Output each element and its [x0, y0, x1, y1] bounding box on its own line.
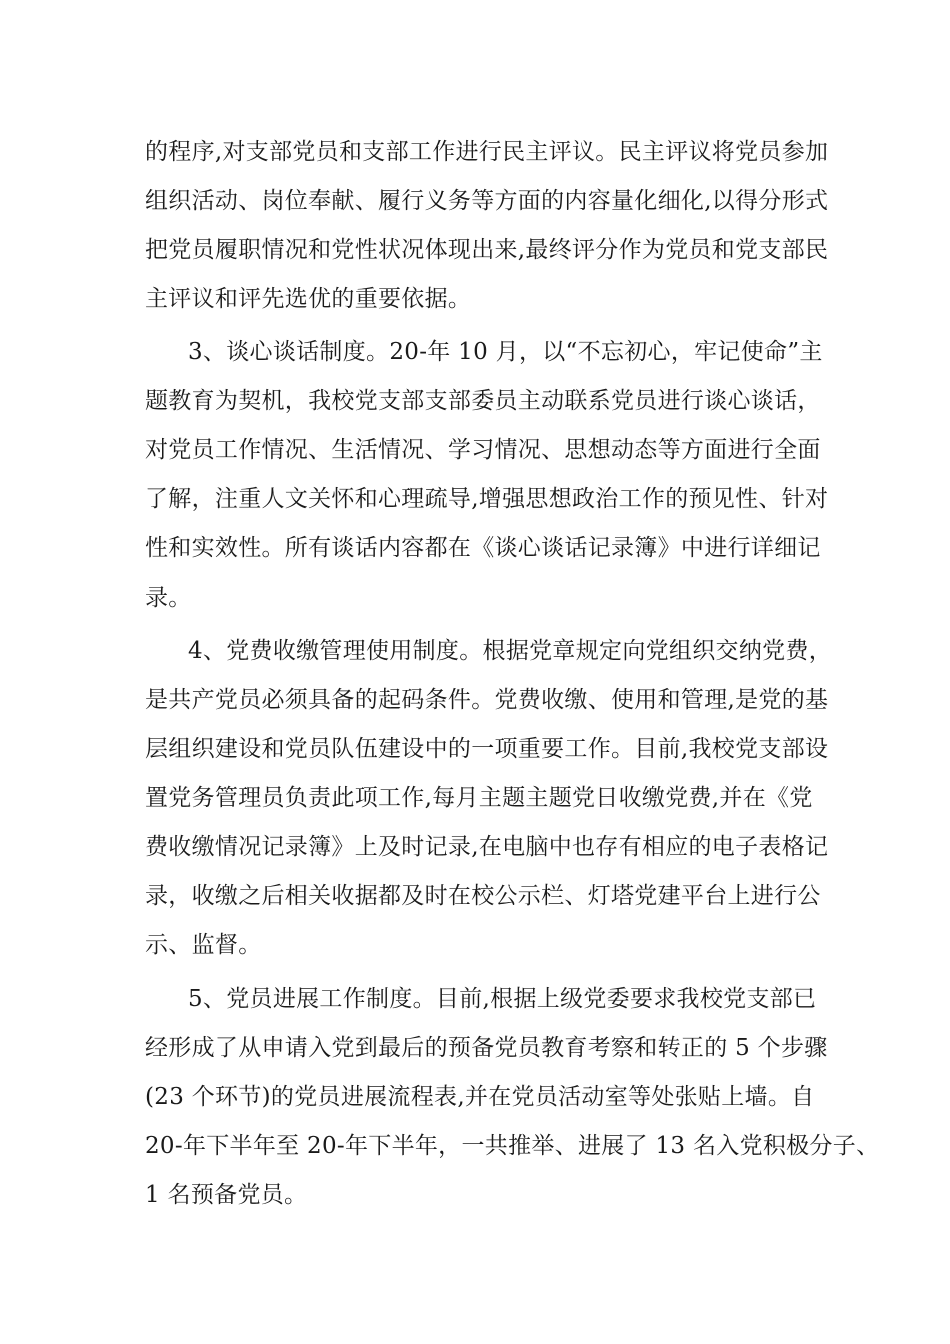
text-line: 经形成了从申请入党到最后的预备党员教育考察和转正的 5 个步骤 — [145, 1035, 828, 1061]
text-line: 的程序,对支部党员和支部工作进行民主评议。民主评议将党员参加 — [145, 139, 829, 165]
text-line: 主评议和评先选优的重要依据。 — [145, 286, 472, 312]
text-line: 5、党员进展工作制度。目前,根据上级党委要求我校党支部已 — [188, 986, 817, 1012]
text-line: 3、谈心谈话制度。20-年 10 月，以“不忘初心，牢记使命”主 — [188, 339, 823, 365]
text-line: 把党员履职情况和党性状况体现出来,最终评分作为党员和党支部民 — [145, 237, 829, 263]
text-line: 录，收缴之后相关收据都及时在校公示栏、灯塔党建平台上进行公 — [145, 883, 821, 909]
text-line: 费收缴情况记录簿》上及时记录,在电脑中也存有相应的电子表格记 — [145, 834, 829, 860]
text-line: 对党员工作情况、生活情况、学习情况、思想动态等方面进行全面 — [145, 437, 821, 463]
text-line: 层组织建设和党员队伍建设中的一项重要工作。目前,我校党支部设 — [145, 736, 829, 762]
text-line: 组织活动、岗位奉献、履行义务等方面的内容量化细化,以得分形式 — [145, 188, 829, 214]
text-line: 示、监督。 — [145, 932, 262, 958]
text-line: (23 个环节)的党员进展流程表,并在党员活动室等处张贴上墙。自 — [145, 1084, 815, 1110]
text-line: 题教育为契机，我校党支部支部委员主动联系党员进行谈心谈话， — [145, 388, 821, 414]
text-line: 性和实效性。所有谈话内容都在《谈心谈话记录簿》中进行详细记 — [145, 535, 821, 561]
text-line: 是共产党员必须具备的起码条件。党费收缴、使用和管理,是党的基 — [145, 687, 829, 713]
text-line: 1 名预备党员。 — [145, 1182, 308, 1208]
text-line: 置党务管理员负责此项工作,每月主题主题党日收缴党费,并在《党 — [145, 785, 813, 811]
text-line: 20-年下半年至 20-年下半年，一共推举、进展了 13 名入党积极分子、 — [145, 1133, 880, 1159]
text-line: 了解，注重人文关怀和心理疏导,增强思想政治工作的预见性、针对 — [145, 486, 829, 512]
text-line: 4、党费收缴管理使用制度。根据党章规定向党组织交纳党费， — [188, 638, 833, 664]
text-line: 录。 — [145, 585, 192, 611]
